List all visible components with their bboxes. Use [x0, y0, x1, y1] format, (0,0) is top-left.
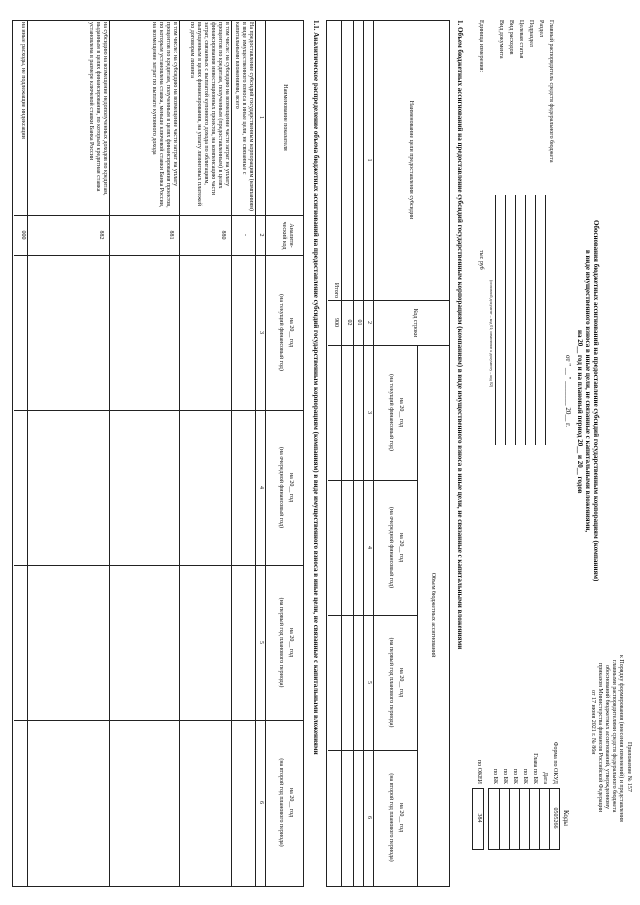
table-row-name: На предоставление субсидий государственным корпорациям (компаниям) в виде имущественного взноса в иные цели, не связанные с капитальными вложениями, всего	[234, 22, 254, 211]
code-label: Форма по ОКУД	[552, 741, 558, 784]
code-label: по БК	[512, 768, 518, 784]
code-value: 0505266	[552, 807, 558, 829]
section1-col-code: Код строки	[412, 308, 418, 338]
column-number: 2	[366, 321, 372, 324]
table-row-code: 881	[168, 230, 174, 240]
section1-col-year: на 20__ год	[398, 667, 404, 698]
appendix-line: приказом Министерства финансов Российской Федерации	[597, 663, 603, 813]
column-number: 1	[366, 158, 372, 162]
code-label: Дата	[542, 772, 548, 784]
field-label: Подраздел	[528, 20, 534, 47]
table-row-code: 880	[220, 230, 226, 240]
row-code: 01	[356, 319, 362, 326]
appendix-line: главными распорядителями средств федерального бюджета	[611, 660, 617, 813]
units-label: Единица измерения:	[478, 20, 484, 73]
field-label: Вид расходов	[508, 20, 514, 55]
okei-label: по ОКЕИ	[476, 759, 482, 784]
units-value: тыс руб	[478, 250, 484, 270]
section11-col-name: Наименование показателя	[282, 84, 288, 151]
section1-title: 1. Объем бюджетных ассигнований на предоставление субсидий государственным корпорациям (компаниям) в виде имущественного взноса в иные цели, не связанные с капитальными вложениями	[456, 20, 464, 650]
document-date: от " __ " _______ 20__ г.	[564, 355, 572, 428]
total-label: Итого	[333, 282, 339, 298]
column-number: 6	[258, 801, 264, 804]
appendix-line: к Порядку формирования (внесения изменений) и представления	[618, 655, 624, 822]
row-code: 02	[346, 319, 352, 326]
table-row-name: в том числе: на субсидию на возмещение части затрат на уплату процентов по кредитам, полученным в целях финансирования проектов, по которым установлена ставка, меньше ключевой ставки Банка России, на возмещение затрат по выплате купонного дохода	[151, 22, 178, 208]
table-row-name: на субсидию на возмещение недополученных доходов по кредитам, выданным в целях финансирования, по которым кредитная ставка установлена в размере ключевой ставки Банка России	[88, 22, 108, 196]
section1-col-year: на 20__ год	[398, 802, 404, 833]
section1-col-name: Наименование цели предоставления субсидии	[408, 100, 414, 220]
field-label: Главный распорядитель средств федерального бюджета	[548, 20, 554, 163]
section1-col-group: Объем бюджетных ассигнований	[430, 572, 436, 658]
document-title: Обоснования бюджетных ассигнований на предоставление субсидий государственным корпорациям (компаниям)	[592, 220, 600, 582]
code-label: Глава по БК	[532, 753, 538, 784]
section11-col-year: на 20__ год	[288, 472, 294, 503]
column-number: 6	[366, 816, 372, 819]
column-number: 2	[258, 233, 264, 237]
section1-col-year: на 20__ год	[398, 397, 404, 428]
section11-col-note: (на первый год планового периода)	[278, 597, 284, 688]
section11-col-note: (на очередной финансовый год)	[278, 446, 284, 529]
section1-col-note: (на текущий финансовый год)	[388, 374, 394, 451]
table-row-name: на иные расходы, не подлежащие индексации	[20, 22, 26, 139]
column-number: 4	[258, 486, 264, 489]
section11-title: 1.1. Аналитическое распределение объема бюджетных ассигнований на предоставление субсидий государственным корпорациям (компаниям) в виде имущественного взноса в иные цели, не связанные с капитальными вложениями	[312, 20, 320, 755]
doc-kind-note: (основной документ – код 01; изменение к документу – код 02)	[489, 280, 494, 388]
table-row-code: 882	[98, 230, 104, 240]
section1-col-note: (на первый год планового периода)	[388, 637, 394, 728]
table-row-code: -	[242, 234, 248, 236]
column-number: 3	[366, 411, 372, 414]
total-code: 900	[333, 318, 339, 327]
appendix-line: от 17 июня 2021 г. № 86н	[590, 690, 596, 755]
section11-col-year: на 20__ год	[288, 627, 294, 658]
column-number: 3	[258, 331, 264, 334]
section11-col-code: Аналити-ческий код	[281, 221, 294, 250]
appendix-number: Приложение № 157	[626, 742, 632, 792]
section11-col-year: на 20__ год	[288, 787, 294, 818]
field-label: Целевая статья	[518, 20, 524, 59]
field-label: Вид документа	[498, 20, 504, 59]
section11-col-year: на 20__ год	[288, 317, 294, 348]
column-number: 4	[366, 546, 372, 549]
field-label: Раздел	[538, 20, 544, 37]
section11-col-note: (на второй год планового периода)	[278, 758, 284, 847]
codes-header: Коды	[562, 810, 570, 826]
table-row-name: в том числе: на субсидию на возмещение части затрат на уплату процентов по кредитам, полученным (предоставленным) в целях финансирования инвестиционных проектов, на компенсацию части затрат, связанных с выплатой купонного дохода по облигациям, выпущенным в целях финансирования, на уплату лизинговых платежей по договорам лизинга	[189, 22, 230, 206]
table-row-code: 000	[20, 230, 26, 240]
code-label: по БК	[502, 768, 508, 784]
section1-col-note: (на второй год планового периода)	[388, 773, 394, 862]
column-number: 5	[366, 681, 372, 684]
code-label: по БК	[492, 768, 498, 784]
column-number: 5	[258, 641, 264, 644]
okei-value: 384	[476, 813, 482, 823]
section1-col-year: на 20__ год	[398, 532, 404, 563]
column-number: 1	[258, 116, 264, 119]
document-title-line2: в виде имущественного взноса в иные цели, не связанные с капитальными вложениями,	[584, 250, 592, 533]
document-title-line3: на 20__ год и на плановый период 20__ и 20__ годов	[576, 330, 584, 494]
appendix-line: обоснований бюджетных ассигнований, утвержденному	[604, 665, 610, 809]
section11-col-note: (на текущий финансовый год)	[278, 294, 284, 371]
code-label: по БК	[522, 768, 528, 784]
section1-col-note: (на очередной финансовый год)	[388, 506, 394, 589]
